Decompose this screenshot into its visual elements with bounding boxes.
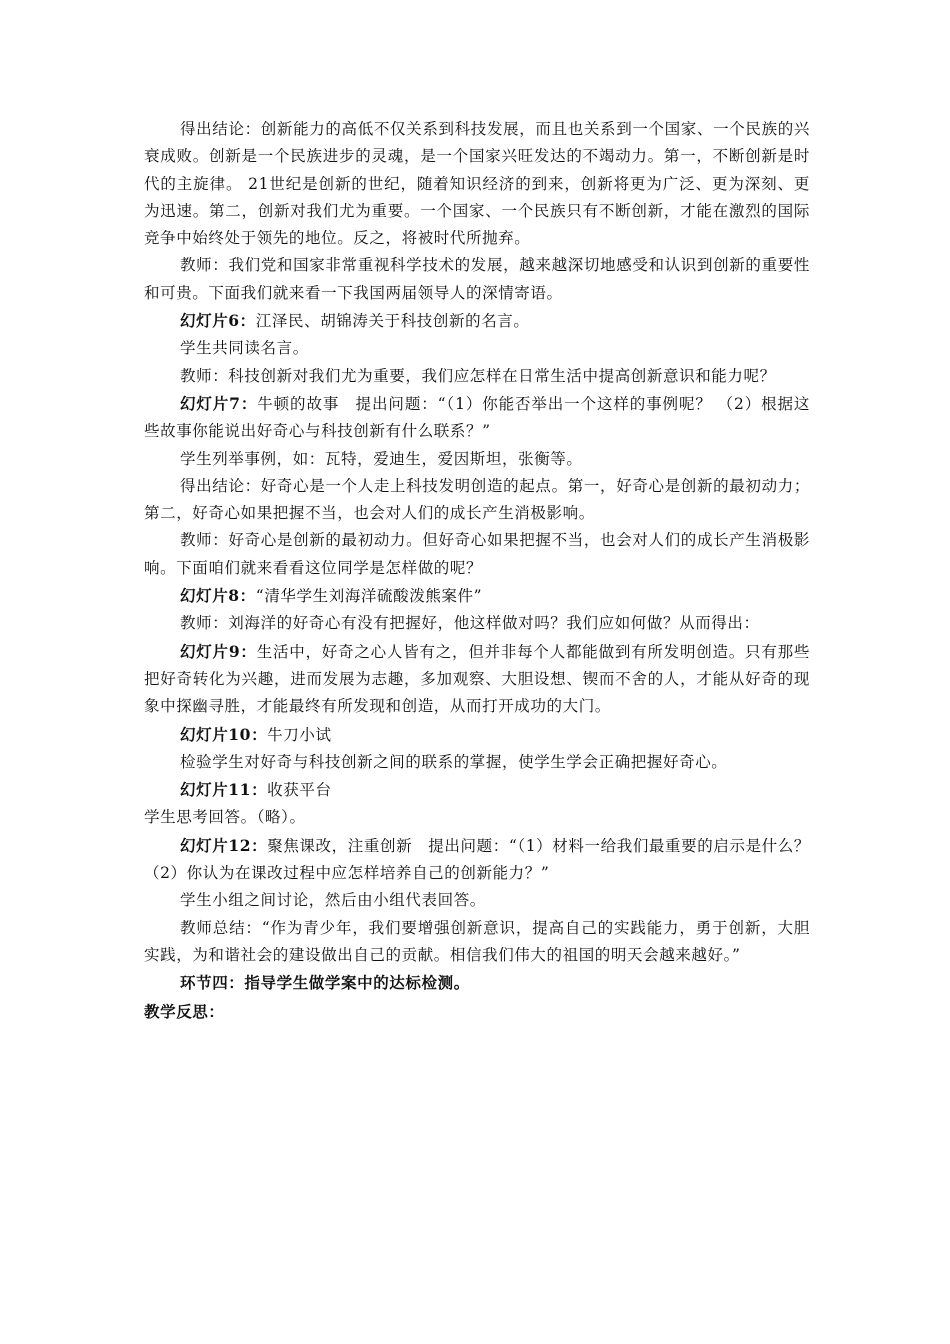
document-body	[144, 116, 810, 1026]
paragraph-text: 生活中，好奇之心人皆有之，但并非每个人都能做到有所发明创造。只有那些把好奇转化为兴趣，进而发展为志趣，多加观察、大胆设想、锲而不舍的人，才能从好奇的现象中探幽寻胜，才能最终有所发现和创造，从而打开成功的大门。	[144, 642, 810, 716]
paragraph-student-answer	[144, 804, 810, 831]
paragraph-text: 收获平台	[267, 781, 332, 800]
section-heading: 环节四：指导学生做学案中的达标检测。	[180, 973, 470, 993]
paragraph-text: 教师：好奇心是创新的最初动力。但好奇心如果把握不当，也会对人们的成长产生消极影响。下面咱们就来看看这位同学是怎样做的呢？	[144, 531, 810, 577]
paragraph-text: 教师总结：“作为青少年，我们要增强创新意识，提高自己的实践能力，勇于创新，大胆实践，为和谐社会的建设做出自己的贡献。相信我们伟大的祖国的明天会越来越好。”	[144, 918, 810, 964]
slide-label: 幻灯片10：	[180, 724, 268, 744]
paragraph-slide-10	[144, 721, 810, 749]
paragraph-text: 学生小组之间讨论，然后由小组代表回答。	[180, 891, 486, 910]
paragraph-text: 教师：我们党和国家非常重视科学技术的发展，越来越深切地感受和认识到创新的重要性和可贵。下面我们就来看一下我国两届领导人的深情寄语。	[144, 256, 810, 302]
slide-label: 幻灯片12：	[180, 835, 268, 855]
paragraph-conclusion-innovation	[144, 116, 810, 252]
paragraph-text: 教师：刘海洋的好奇心有没有把握好，他这样做对吗？我们应如何做？从而得出：	[180, 614, 760, 633]
paragraph-slide-8	[144, 582, 810, 610]
section-heading-step-four	[144, 969, 810, 997]
paragraph-teacher-curiosity	[144, 527, 810, 582]
paragraph-text: 牛刀小试	[267, 725, 332, 744]
slide-label: 幻灯片6：	[180, 311, 256, 331]
paragraph-text: “清华学生刘海洋硫酸泼熊案件”	[255, 587, 483, 606]
paragraph-text: 得出结论：好奇心是一个人走上科技发明创造的起点。第一，好奇心是创新的最初动力；第二，好奇心如果把握不当，也会对人们的成长产生消极影响。	[144, 476, 810, 523]
paragraph-text: 学生共同读名言。	[180, 339, 309, 358]
paragraph-slide-11	[144, 776, 810, 804]
paragraph-text: 牛顿的故事 提出问题：“（1）你能否举出一个这样的事例呢？ （2）根据这些故事你能说出好奇心与科技创新有什么联系？”	[144, 394, 810, 441]
paragraph-text: 学生列举事例，如：瓦特，爱迪生，爱因斯坦，张衡等。	[180, 449, 583, 468]
slide-label: 幻灯片9：	[180, 641, 257, 661]
paragraph-check-mastery	[144, 749, 810, 776]
paragraph-text: 聚焦课改，注重创新 提出问题：“（1）材料一给我们最重要的启示是什么？（2）你认为在课改过程中应怎样培养自己的创新能力？”	[144, 836, 811, 883]
slide-label: 幻灯片11：	[180, 780, 268, 800]
slide-label: 幻灯片8：	[180, 586, 256, 606]
paragraph-text: 教师：科技创新对我们尤为重要，我们应怎样在日常生活中提高创新意识和能力呢？	[180, 366, 776, 385]
section-heading-reflection	[144, 998, 810, 1026]
paragraph-teacher-liu	[144, 610, 810, 637]
paragraph-teacher-summary	[144, 915, 810, 970]
paragraph-slide-7	[144, 390, 810, 446]
paragraph-text: 江泽民、胡锦涛关于科技创新的名言。	[255, 312, 530, 331]
paragraph-text: 学生思考回答。（略）。	[144, 808, 306, 827]
paragraph-text: 检验学生对好奇与科技创新之间的联系的掌握，使学生学会正确把握好奇心。	[180, 752, 728, 771]
paragraph-student-examples	[144, 446, 810, 473]
section-heading: 教学反思：	[144, 1001, 225, 1021]
paragraph-conclusion-curiosity	[144, 473, 810, 528]
paragraph-group-discussion	[144, 887, 810, 914]
paragraph-teacher-question	[144, 363, 810, 390]
paragraph-students-read	[144, 335, 810, 362]
paragraph-teacher-importance	[144, 252, 810, 307]
paragraph-text: 得出结论：创新能力的高低不仅关系到科技发展，而且也关系到一个国家、一个民族的兴衰成败。创新是一个民族进步的灵魂，是一个国家兴旺发达的不竭动力。第一，不断创新是时代的主旋律。 21世纪是创新的世纪，随着知识经济的到来，创新将更为广泛、更为深刻、更为迅速。第二，创新对我们尤为重要。一个国家、一个民族只有不断创新，才能在激烈的国际竞争中始终处于领先的地位。反之，将被时代所抛弃。	[144, 120, 810, 248]
paragraph-slide-12	[144, 832, 810, 888]
paragraph-slide-6	[144, 307, 810, 335]
paragraph-slide-9	[144, 638, 810, 721]
slide-label: 幻灯片7：	[180, 393, 258, 413]
